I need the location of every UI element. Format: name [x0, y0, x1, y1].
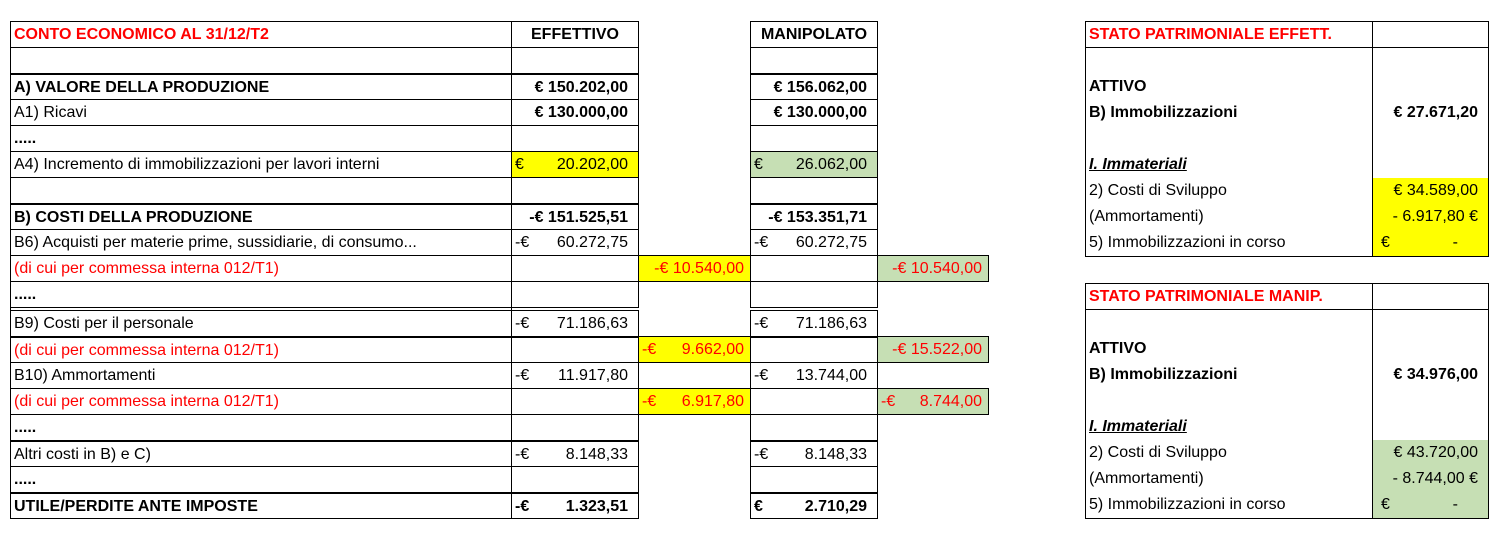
- amount: -: [1452, 496, 1458, 513]
- ce-row-eff: [511, 125, 639, 152]
- ce-row-eff: [511, 336, 639, 363]
- sp-eff-immateriali: I. Immateriali: [1089, 156, 1187, 173]
- ce-side-eff: -€ 10.540,00: [638, 255, 751, 282]
- ce-row-man: [750, 362, 878, 389]
- currency-symbol: €: [1381, 496, 1390, 513]
- sp-eff-ammortamenti-value: - 6.917,80 €: [1392, 208, 1478, 225]
- ce-row-man: [750, 255, 878, 282]
- currency-symbol: €: [515, 156, 524, 173]
- sp-eff-title: STATO PATRIMONIALE EFFETT.: [1085, 21, 1373, 48]
- ce-row-man: € 130.000,00: [750, 99, 878, 126]
- ce-side-eff: [638, 388, 751, 415]
- currency-symbol: €: [754, 156, 763, 173]
- ce-row-man: [750, 414, 878, 441]
- ce-row-label: A1) Ricavi: [10, 99, 512, 126]
- ce-result-label: UTILE/PERDITE ANTE IMPOSTE: [10, 492, 512, 519]
- currency-symbol: -€: [754, 234, 769, 251]
- ce-row-eff: [511, 310, 639, 337]
- sp-eff-attivo: ATTIVO: [1089, 78, 1147, 95]
- ce-row-eff: [511, 177, 639, 204]
- sp-man-title: STATO PATRIMONIALE MANIP.: [1085, 283, 1373, 310]
- amount: 13.744,00: [795, 367, 867, 384]
- ce-spacer-man: [750, 47, 878, 74]
- ce-row-eff: [511, 255, 639, 282]
- currency-symbol: -€: [515, 234, 530, 251]
- ce-row-label: B) COSTI DELLA PRODUZIONE: [10, 203, 512, 230]
- currency-symbol: -€: [515, 446, 530, 463]
- ce-result-man: [750, 492, 878, 519]
- ce-row-label: (di cui per commessa interna 012/T1): [10, 388, 512, 415]
- ce-row-label: B9) Costi per il personale: [10, 310, 512, 337]
- currency-symbol: -€: [642, 393, 657, 410]
- ce-row-man: [750, 281, 878, 308]
- amount: 71.186,63: [795, 315, 867, 332]
- sp-man-attivo: ATTIVO: [1089, 340, 1147, 357]
- ce-side-eff: [638, 336, 751, 363]
- ce-row-man: [750, 229, 878, 256]
- ce-row-eff: € 130.000,00: [511, 99, 639, 126]
- ce-row-eff: [511, 414, 639, 441]
- ce-row-label: A) VALORE DELLA PRODUZIONE: [10, 73, 512, 100]
- ce-spacer-eff: [511, 47, 639, 74]
- sp-eff-immobilizzazioni-value: € 27.671,20: [1393, 104, 1478, 121]
- amount: 8.148,33: [804, 446, 867, 463]
- currency-symbol: -€: [754, 446, 769, 463]
- currency-symbol: €: [1381, 234, 1390, 251]
- currency-symbol: €: [754, 498, 763, 515]
- currency-symbol: -€: [515, 315, 530, 332]
- sp-man-immobilizzazioni-value: € 34.976,00: [1393, 366, 1478, 383]
- sp-man-header-blank: [1372, 283, 1489, 310]
- ce-header-manipolato: MANIPOLATO: [750, 21, 878, 48]
- amount: -: [1452, 234, 1458, 251]
- sp-man-immateriali: I. Immateriali: [1089, 418, 1187, 435]
- sp-eff-in-corso-value: [1373, 230, 1488, 256]
- ce-row-label: .....: [10, 281, 512, 308]
- ce-header-effettivo: EFFETTIVO: [511, 21, 639, 48]
- ce-row-label: .....: [10, 466, 512, 493]
- sp-eff-immobilizzazioni: B) Immobilizzazioni: [1089, 104, 1238, 121]
- amount: 6.917,80: [681, 393, 744, 410]
- ce-row-label: B10) Ammortamenti: [10, 362, 512, 389]
- sp-eff-ammortamenti: (Ammortamenti): [1089, 208, 1204, 225]
- ce-row-man: € 156.062,00: [750, 73, 878, 100]
- ce-row-man: [750, 177, 878, 204]
- ce-row-label: (di cui per commessa interna 012/T1): [10, 336, 512, 363]
- currency-symbol: -€: [642, 341, 657, 358]
- amount: 2.710,29: [804, 498, 867, 515]
- ce-row-man: -€ 153.351,71: [750, 203, 878, 230]
- ce-side-man: -€ 10.540,00: [877, 255, 989, 282]
- ce-row-man: [750, 125, 878, 152]
- ce-row-eff: [511, 388, 639, 415]
- ce-row-eff: [511, 466, 639, 493]
- ce-side-man: -€ 15.522,00: [877, 336, 989, 363]
- ce-spacer-row: [10, 47, 512, 74]
- ce-row-man: [750, 466, 878, 493]
- sp-eff-in-corso: 5) Immobilizzazioni in corso: [1089, 234, 1286, 251]
- amount: 9.662,00: [681, 341, 744, 358]
- currency-symbol: -€: [881, 393, 896, 410]
- sp-eff-header-blank: [1372, 21, 1489, 48]
- currency-symbol: -€: [754, 315, 769, 332]
- amount: 20.202,00: [556, 156, 628, 173]
- ce-row-label: .....: [10, 414, 512, 441]
- ce-row-eff: [511, 281, 639, 308]
- ce-row-eff: [511, 229, 639, 256]
- amount: 1.323,51: [565, 498, 628, 515]
- ce-row-label: (di cui per commessa interna 012/T1): [10, 255, 512, 282]
- sp-man-costi-sviluppo-value: € 43.720,00: [1393, 444, 1478, 461]
- ce-row-man: [750, 336, 878, 363]
- ce-row-eff: [511, 362, 639, 389]
- sp-man-ammortamenti: (Ammortamenti): [1089, 470, 1204, 487]
- sp-eff-costi-sviluppo: 2) Costi di Sviluppo: [1089, 182, 1227, 199]
- ce-empty-row: [10, 177, 512, 204]
- sp-eff-costi-sviluppo-value: € 34.589,00: [1393, 182, 1478, 199]
- ce-title: CONTO ECONOMICO AL 31/12/T2: [10, 21, 512, 48]
- ce-row-man-highlight: [750, 151, 878, 178]
- ce-row-man: [750, 310, 878, 337]
- amount: 8.744,00: [919, 393, 982, 410]
- currency-symbol: -€: [754, 367, 769, 384]
- amount: 8.148,33: [565, 446, 628, 463]
- sp-man-in-corso: 5) Immobilizzazioni in corso: [1089, 496, 1286, 513]
- sp-man-costi-sviluppo: 2) Costi di Sviluppo: [1089, 444, 1227, 461]
- ce-result-eff: [511, 492, 639, 519]
- currency-symbol: -€: [515, 498, 530, 515]
- sp-man-immobilizzazioni: B) Immobilizzazioni: [1089, 366, 1238, 383]
- ce-row-eff: € 150.202,00: [511, 73, 639, 100]
- ce-side-man: [877, 388, 989, 415]
- amount: 60.272,75: [556, 234, 628, 251]
- amount: 26.062,00: [795, 156, 867, 173]
- currency-symbol: -€: [515, 367, 530, 384]
- ce-row-label: B6) Acquisti per materie prime, sussidiarie, di consumo...: [10, 229, 512, 256]
- ce-row-label: .....: [10, 125, 512, 152]
- sp-man-in-corso-value: [1373, 492, 1488, 518]
- amount: 60.272,75: [795, 234, 867, 251]
- ce-row-eff: -€ 151.525,51: [511, 203, 639, 230]
- amount: 71.186,63: [556, 315, 628, 332]
- ce-row-label: A4) Incremento di immobilizzazioni per lavori interni: [10, 151, 512, 178]
- ce-row-eff: [511, 440, 639, 467]
- ce-row-eff-highlight: [511, 151, 639, 178]
- ce-row-man: [750, 440, 878, 467]
- amount: 11.917,80: [558, 367, 628, 384]
- ce-row-label: Altri costi in B) e C): [10, 440, 512, 467]
- ce-row-man: [750, 388, 878, 415]
- sp-man-ammortamenti-value: - 8.744,00 €: [1392, 470, 1478, 487]
